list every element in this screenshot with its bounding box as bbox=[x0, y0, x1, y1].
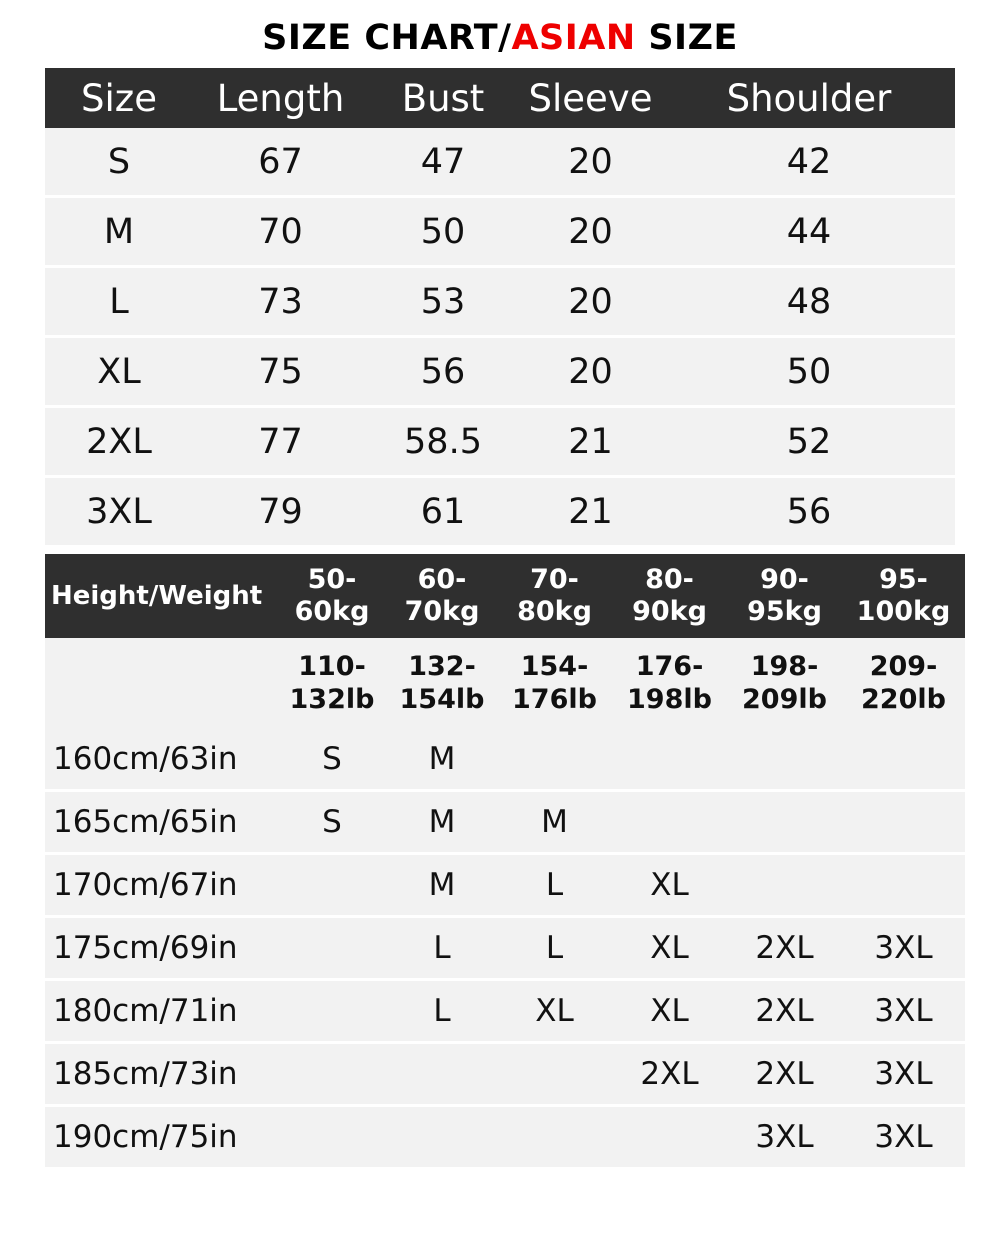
cell-recommended-size bbox=[727, 791, 842, 854]
cell-height: 175cm/69in bbox=[45, 917, 277, 980]
cell-shoulder: 50 bbox=[663, 337, 955, 407]
cell-recommended-size: 2XL bbox=[727, 980, 842, 1043]
cell-length: 75 bbox=[193, 337, 368, 407]
cell-recommended-size bbox=[842, 729, 965, 791]
weight-header-kg-6: 95- 100kg bbox=[842, 554, 965, 638]
cell-recommended-size: L bbox=[497, 854, 612, 917]
cell-recommended-size: 3XL bbox=[842, 980, 965, 1043]
weight-lb-row bbox=[45, 638, 965, 730]
cell-height: 160cm/63in bbox=[45, 729, 277, 791]
cell-shoulder: 48 bbox=[663, 267, 955, 337]
cell-recommended-size: 3XL bbox=[727, 1106, 842, 1169]
cell-recommended-size bbox=[497, 1043, 612, 1106]
cell-recommended-size: L bbox=[387, 980, 497, 1043]
cell-recommended-size bbox=[612, 729, 727, 791]
cell-length: 70 bbox=[193, 197, 368, 267]
cell-shoulder: 42 bbox=[663, 128, 955, 197]
cell-recommended-size: 3XL bbox=[842, 1106, 965, 1169]
table-row bbox=[45, 1106, 965, 1169]
corner-label-height-weight: Height/Weight bbox=[45, 554, 277, 638]
cell-recommended-size: M bbox=[497, 791, 612, 854]
cell-recommended-size bbox=[497, 729, 612, 791]
cell-size: M bbox=[45, 197, 193, 267]
cell-recommended-size: 3XL bbox=[842, 1043, 965, 1106]
cell-recommended-size bbox=[277, 1106, 387, 1169]
weight-header-kg-4: 80- 90kg bbox=[612, 554, 727, 638]
weight-header-kg-2: 60- 70kg bbox=[387, 554, 497, 638]
cell-recommended-size: L bbox=[387, 917, 497, 980]
cell-size: L bbox=[45, 267, 193, 337]
cell-height: 185cm/73in bbox=[45, 1043, 277, 1106]
cell-recommended-size bbox=[842, 791, 965, 854]
cell-recommended-size bbox=[727, 729, 842, 791]
cell-recommended-size: M bbox=[387, 729, 497, 791]
cell-recommended-size bbox=[612, 791, 727, 854]
table-row bbox=[45, 1043, 965, 1106]
table-row bbox=[45, 337, 955, 407]
title-part-asian: ASIAN bbox=[511, 18, 636, 58]
cell-recommended-size: 2XL bbox=[727, 1043, 842, 1106]
weight-header-lb-3: 154- 176lb bbox=[497, 638, 612, 730]
weight-header-kg-1: 50- 60kg bbox=[277, 554, 387, 638]
cell-length: 79 bbox=[193, 477, 368, 547]
column-header-length: Length bbox=[193, 68, 368, 128]
cell-length: 73 bbox=[193, 267, 368, 337]
cell-recommended-size: XL bbox=[612, 854, 727, 917]
table-row bbox=[45, 729, 965, 791]
page-title bbox=[0, 0, 1000, 68]
cell-recommended-size bbox=[277, 917, 387, 980]
cell-size: 3XL bbox=[45, 477, 193, 547]
weight-header-lb-4: 176- 198lb bbox=[612, 638, 727, 730]
cell-sleeve: 20 bbox=[518, 128, 663, 197]
table-row bbox=[45, 197, 955, 267]
table-row bbox=[45, 267, 955, 337]
cell-recommended-size: 2XL bbox=[612, 1043, 727, 1106]
cell-height: 180cm/71in bbox=[45, 980, 277, 1043]
cell-recommended-size: M bbox=[387, 791, 497, 854]
cell-bust: 47 bbox=[368, 128, 518, 197]
cell-recommended-size bbox=[727, 854, 842, 917]
table-row bbox=[45, 980, 965, 1043]
cell-bust: 56 bbox=[368, 337, 518, 407]
cell-recommended-size: S bbox=[277, 729, 387, 791]
table-row bbox=[45, 791, 965, 854]
cell-recommended-size: XL bbox=[612, 980, 727, 1043]
weight-lb-corner-blank bbox=[45, 638, 277, 730]
table-row bbox=[45, 128, 955, 197]
weight-header-lb-2: 132- 154lb bbox=[387, 638, 497, 730]
cell-recommended-size bbox=[842, 854, 965, 917]
cell-shoulder: 44 bbox=[663, 197, 955, 267]
weight-header-lb-5: 198- 209lb bbox=[727, 638, 842, 730]
cell-recommended-size: M bbox=[387, 854, 497, 917]
cell-recommended-size bbox=[277, 1043, 387, 1106]
cell-sleeve: 20 bbox=[518, 197, 663, 267]
cell-recommended-size: 2XL bbox=[727, 917, 842, 980]
title-part-1: SIZE CHART/ bbox=[262, 18, 512, 58]
table-row bbox=[45, 407, 955, 477]
cell-recommended-size: XL bbox=[497, 980, 612, 1043]
weight-header-kg-5: 90- 95kg bbox=[727, 554, 842, 638]
cell-recommended-size bbox=[277, 980, 387, 1043]
cell-height: 165cm/65in bbox=[45, 791, 277, 854]
tables-container bbox=[45, 68, 955, 1170]
cell-recommended-size bbox=[387, 1043, 497, 1106]
cell-recommended-size: L bbox=[497, 917, 612, 980]
cell-height: 170cm/67in bbox=[45, 854, 277, 917]
cell-sleeve: 21 bbox=[518, 477, 663, 547]
cell-recommended-size: S bbox=[277, 791, 387, 854]
cell-length: 67 bbox=[193, 128, 368, 197]
cell-recommended-size bbox=[387, 1106, 497, 1169]
cell-shoulder: 52 bbox=[663, 407, 955, 477]
height-weight-table bbox=[45, 554, 965, 1170]
column-header-sleeve: Sleeve bbox=[518, 68, 663, 128]
cell-length: 77 bbox=[193, 407, 368, 477]
table-row bbox=[45, 477, 955, 547]
cell-size: XL bbox=[45, 337, 193, 407]
column-header-shoulder: Shoulder bbox=[663, 68, 955, 128]
cell-recommended-size bbox=[612, 1106, 727, 1169]
weight-header-kg-3: 70- 80kg bbox=[497, 554, 612, 638]
title-part-3: SIZE bbox=[635, 18, 738, 58]
cell-recommended-size bbox=[277, 854, 387, 917]
table-row bbox=[45, 917, 965, 980]
cell-sleeve: 20 bbox=[518, 267, 663, 337]
column-header-size: Size bbox=[45, 68, 193, 128]
cell-recommended-size bbox=[497, 1106, 612, 1169]
cell-recommended-size: XL bbox=[612, 917, 727, 980]
cell-sleeve: 20 bbox=[518, 337, 663, 407]
cell-shoulder: 56 bbox=[663, 477, 955, 547]
cell-size: S bbox=[45, 128, 193, 197]
size-table-header-row bbox=[45, 68, 955, 128]
height-weight-header-row bbox=[45, 554, 965, 638]
weight-header-lb-6: 209- 220lb bbox=[842, 638, 965, 730]
table-row bbox=[45, 854, 965, 917]
column-header-bust: Bust bbox=[368, 68, 518, 128]
cell-bust: 50 bbox=[368, 197, 518, 267]
cell-size: 2XL bbox=[45, 407, 193, 477]
cell-bust: 61 bbox=[368, 477, 518, 547]
cell-bust: 58.5 bbox=[368, 407, 518, 477]
size-measurement-table bbox=[45, 68, 955, 548]
cell-recommended-size: 3XL bbox=[842, 917, 965, 980]
cell-height: 190cm/75in bbox=[45, 1106, 277, 1169]
cell-bust: 53 bbox=[368, 267, 518, 337]
cell-sleeve: 21 bbox=[518, 407, 663, 477]
weight-header-lb-1: 110- 132lb bbox=[277, 638, 387, 730]
